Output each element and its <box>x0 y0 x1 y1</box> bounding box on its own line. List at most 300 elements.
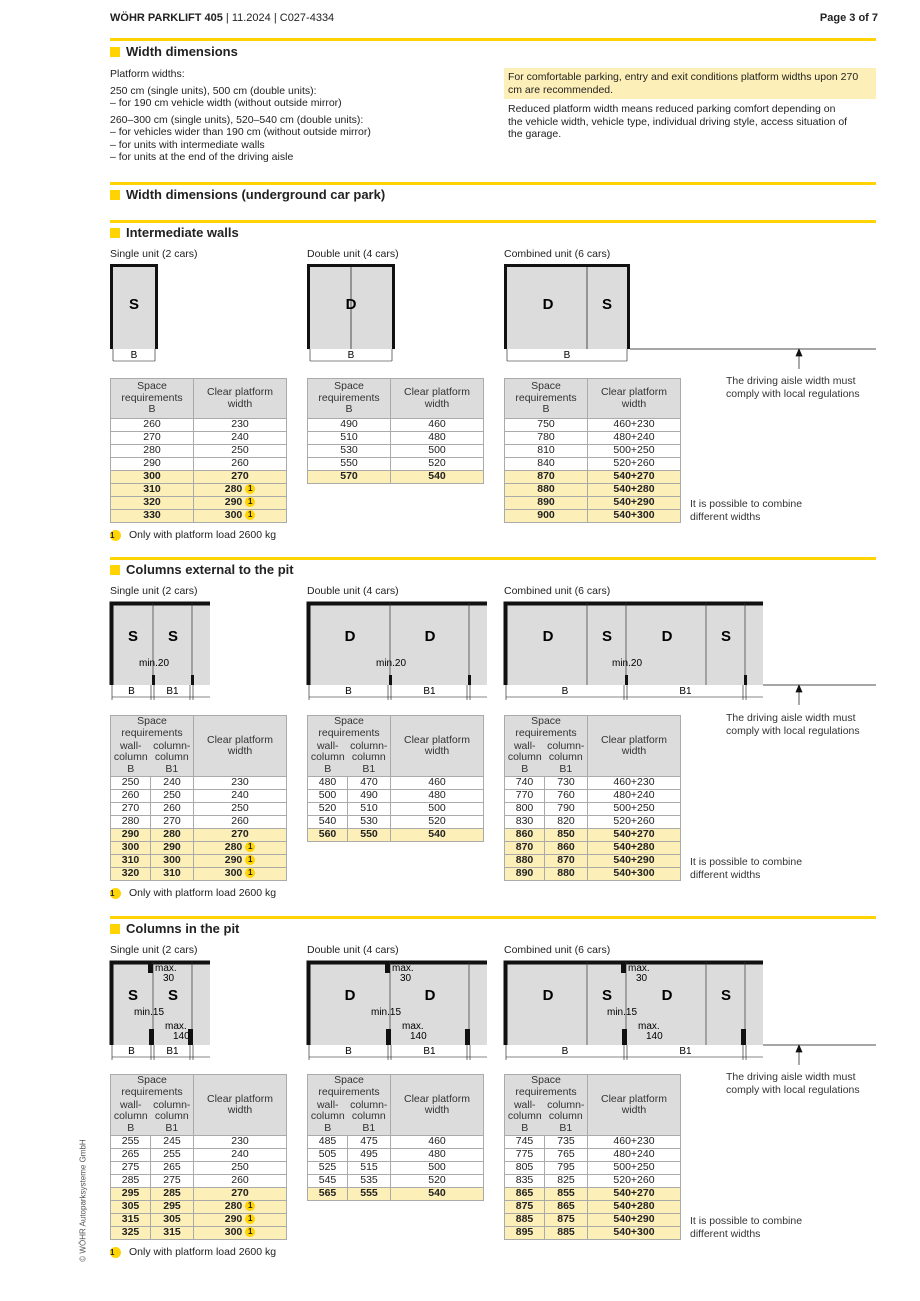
dimensions-table-combined <box>504 378 681 523</box>
table-cell: 290 <box>151 842 194 855</box>
combine-note: It is possible to combine different widths <box>690 1215 803 1240</box>
platform-area <box>110 962 210 1045</box>
dimensions-table-double <box>307 378 484 484</box>
unit-letter: D <box>542 987 554 1004</box>
table-cell: 500+250 <box>588 445 681 458</box>
col-header-clear: Clear platform width <box>194 379 287 419</box>
dim-label-max140: max. 140 <box>165 1021 190 1042</box>
table-row <box>308 803 484 816</box>
table-cell: 240 <box>194 1149 287 1162</box>
table-cell: 245 <box>151 1136 194 1149</box>
table-cell: 270 <box>111 803 151 816</box>
dim-label-max30: max. 30 <box>628 963 650 984</box>
combined-unit-diagram <box>504 601 884 703</box>
table-cell: 320 <box>111 497 194 510</box>
dim-label-b: B <box>345 1046 352 1057</box>
text-line: – for units at the end of the driving aisle <box>110 151 294 163</box>
dim-label-b1: B1 <box>423 1046 436 1057</box>
dimensions-table-double <box>307 1074 484 1201</box>
col-header-column-column: column-column B1 <box>151 740 194 777</box>
table-cell: 520+260 <box>588 816 681 829</box>
footnote-badge-icon: 1 <box>245 1201 255 1211</box>
table-cell: 865 <box>545 1201 588 1214</box>
table-cell: 820 <box>545 816 588 829</box>
doc-meta: | 11.2024 | C027-4334 <box>222 12 335 24</box>
table-cell: 520 <box>308 803 348 816</box>
unit-letter: D <box>542 296 554 313</box>
page-number: Page 3 of 7 <box>819 12 878 24</box>
table-row <box>111 816 287 829</box>
heading-text: Width dimensions (underground car park) <box>126 187 386 202</box>
table-cell: 475 <box>348 1136 391 1149</box>
table-cell: 290 <box>111 829 151 842</box>
table-cell: 900 <box>505 510 588 523</box>
table-cell: 250 <box>194 1162 287 1175</box>
table-cell: 735 <box>545 1136 588 1149</box>
unit-letter: S <box>601 296 613 313</box>
col-header-space: Space requirements <box>111 1075 194 1099</box>
dim-label-b1: B1 <box>679 686 692 697</box>
double-unit-diagram <box>307 264 399 367</box>
table-row <box>308 829 484 842</box>
table-row <box>111 419 287 432</box>
dim-label-b: B <box>347 350 355 361</box>
column <box>744 675 747 685</box>
combined-unit-diagram <box>504 264 884 367</box>
table-cell: 265 <box>111 1149 151 1162</box>
bullet-square-icon <box>110 190 120 200</box>
unit-letter: D <box>344 628 356 645</box>
unit-letter: S <box>167 987 179 1004</box>
table-row <box>505 432 681 445</box>
table-cell: 880 <box>505 484 588 497</box>
table-cell: 505 <box>308 1149 348 1162</box>
table-cell: 790 <box>545 803 588 816</box>
table-cell: 280 <box>111 445 194 458</box>
table-row <box>308 790 484 803</box>
combine-note: It is possible to combine different widths <box>690 856 803 881</box>
table-cell: 260 <box>151 803 194 816</box>
table-cell: 470 <box>348 777 391 790</box>
col-header-column-column: column-column B1 <box>348 1099 391 1136</box>
dim-label-min: min.20 <box>138 658 170 669</box>
table-cell: 500 <box>391 803 484 816</box>
unit-letter: D <box>345 296 357 313</box>
table-cell: 825 <box>545 1175 588 1188</box>
unit-caption: Double unit (4 cars) <box>307 944 399 956</box>
table-row <box>308 1149 484 1162</box>
table-row <box>111 484 287 497</box>
table-cell: 515 <box>348 1162 391 1175</box>
table-row <box>308 777 484 790</box>
unit-letter: S <box>127 628 139 645</box>
column <box>621 964 626 973</box>
table-cell: 485 <box>308 1136 348 1149</box>
table-row <box>505 1136 681 1149</box>
table-cell: 890 <box>505 497 588 510</box>
col-header-space: Space requirements <box>308 716 391 740</box>
table-cell: 240 <box>194 432 287 445</box>
table-cell: 305 <box>111 1201 151 1214</box>
table-cell: 500 <box>308 790 348 803</box>
table-cell: 520 <box>391 458 484 471</box>
table-cell: 480 <box>391 1149 484 1162</box>
table-cell: 570 <box>308 471 391 484</box>
table-cell: 460 <box>391 1136 484 1149</box>
table-cell: 265 <box>151 1162 194 1175</box>
table-cell: 875 <box>505 1201 545 1214</box>
bullet-square-icon <box>110 47 120 57</box>
dim-label-max140: max. 140 <box>638 1021 663 1042</box>
table-row <box>111 1175 287 1188</box>
col-header-column-column: column-column B1 <box>545 740 588 777</box>
table-cell: 530 <box>308 445 391 458</box>
footnote-badge-icon: 1 <box>245 868 255 878</box>
table-row <box>505 803 681 816</box>
col-header-space: Space requirements <box>111 716 194 740</box>
table-row <box>505 816 681 829</box>
text-block <box>110 85 490 110</box>
table-row <box>111 1136 287 1149</box>
table-cell: 300 1 <box>194 1227 287 1240</box>
unit-letter: S <box>128 296 140 313</box>
table-cell: 540+300 <box>588 1227 681 1240</box>
col-header-column-column: column-column B1 <box>151 1099 194 1136</box>
table-cell: 750 <box>505 419 588 432</box>
table-row <box>505 1214 681 1227</box>
table-row <box>505 1227 681 1240</box>
dim-label-b: B <box>345 686 352 697</box>
dim-label-b: B <box>128 686 135 697</box>
platform-area <box>110 603 210 685</box>
dimensions-table-double <box>307 715 484 842</box>
table-row <box>505 777 681 790</box>
table-cell: 835 <box>505 1175 545 1188</box>
footnote <box>110 887 276 899</box>
dim-label-b: B <box>130 350 138 361</box>
footnote-text: Only with platform load 2600 kg <box>129 529 277 541</box>
footnote <box>110 529 276 541</box>
table-cell: 535 <box>348 1175 391 1188</box>
column <box>191 675 194 685</box>
table-row <box>505 419 681 432</box>
text-line: Platform widths: <box>110 68 185 80</box>
text-line: – for units with intermediate walls <box>110 138 265 151</box>
table-row <box>111 868 287 881</box>
unit-letter: D <box>424 628 436 645</box>
table-cell: 860 <box>545 842 588 855</box>
table-cell: 460 <box>391 777 484 790</box>
table-cell: 510 <box>308 432 391 445</box>
col-header-space: Space requirements B <box>308 379 391 419</box>
table-row <box>111 1188 287 1201</box>
table-cell: 460+230 <box>588 419 681 432</box>
table-cell: 310 <box>151 868 194 881</box>
table-cell: 270 <box>194 829 287 842</box>
table-cell: 540+280 <box>588 484 681 497</box>
col-header-wall-column: wall-column B <box>505 1099 545 1136</box>
table-cell: 295 <box>111 1188 151 1201</box>
table-row <box>308 445 484 458</box>
unit-letter: S <box>720 987 732 1004</box>
dim-label-b1: B1 <box>423 686 436 697</box>
column <box>386 1029 391 1045</box>
col-header-wall-column: wall-column B <box>505 740 545 777</box>
footnote-text: Only with platform load 2600 kg <box>129 887 277 899</box>
table-cell: 500 <box>391 1162 484 1175</box>
table-row <box>111 803 287 816</box>
table-cell: 540+280 <box>588 1201 681 1214</box>
table-cell: 740 <box>505 777 545 790</box>
table-row <box>111 829 287 842</box>
unit-letter: S <box>720 628 732 645</box>
aisle-note: The driving aisle width must comply with local regulations <box>726 712 860 737</box>
dim-label-min15: min.15 <box>133 1007 165 1018</box>
unit-letter: D <box>661 987 673 1004</box>
table-row <box>308 458 484 471</box>
table-cell: 540+270 <box>588 1188 681 1201</box>
unit-letter: S <box>167 628 179 645</box>
table-row <box>111 497 287 510</box>
section-heading <box>110 921 239 936</box>
column <box>625 675 628 685</box>
table-cell: 540 <box>391 829 484 842</box>
table-cell: 860 <box>505 829 545 842</box>
table-cell: 280 <box>151 829 194 842</box>
divider <box>110 38 876 41</box>
table-row <box>111 842 287 855</box>
unit-caption: Double unit (4 cars) <box>307 585 399 597</box>
column <box>152 675 155 685</box>
table-cell: 745 <box>505 1136 545 1149</box>
table-cell: 850 <box>545 829 588 842</box>
bullet-square-icon <box>110 565 120 575</box>
table-cell: 795 <box>545 1162 588 1175</box>
table-row <box>308 1136 484 1149</box>
dim-label-b: B <box>561 1046 569 1057</box>
table-cell: 480 <box>391 432 484 445</box>
arrow-up-icon <box>796 685 802 705</box>
table-cell: 300 1 <box>194 868 287 881</box>
unit-letter: D <box>661 628 673 645</box>
table-cell: 730 <box>545 777 588 790</box>
col-header-wall-column: wall-column B <box>111 740 151 777</box>
table-row <box>111 1214 287 1227</box>
table-cell: 550 <box>308 458 391 471</box>
table-cell: 775 <box>505 1149 545 1162</box>
table-cell: 560 <box>308 829 348 842</box>
table-cell: 810 <box>505 445 588 458</box>
table-cell: 230 <box>194 777 287 790</box>
table-row <box>308 419 484 432</box>
dim-label-b: B <box>563 350 571 361</box>
column <box>149 1029 154 1045</box>
table-row <box>505 842 681 855</box>
table-cell: 250 <box>194 445 287 458</box>
col-header-clear: Clear platform width <box>391 379 484 419</box>
unit-caption: Single unit (2 cars) <box>110 585 198 597</box>
footnote <box>110 1246 276 1258</box>
table-row <box>308 1188 484 1201</box>
column <box>148 964 153 973</box>
table-cell: 540+270 <box>588 829 681 842</box>
table-row <box>505 1149 681 1162</box>
table-row <box>505 1175 681 1188</box>
dim-label-b1: B1 <box>166 1046 179 1057</box>
col-header-column-column: column-column B1 <box>545 1099 588 1136</box>
text-line: 250 cm (single units), 500 cm (double units): <box>110 84 317 97</box>
table-row <box>505 484 681 497</box>
table-cell: 255 <box>151 1149 194 1162</box>
combine-note: It is possible to combine different widths <box>690 498 803 523</box>
table-cell: 565 <box>308 1188 348 1201</box>
text-line: – for 190 cm vehicle width (without outside mirror) <box>110 97 342 109</box>
table-cell: 495 <box>348 1149 391 1162</box>
double-unit-diagram <box>307 601 491 703</box>
table-row <box>308 432 484 445</box>
dimensions-table-combined <box>504 715 681 881</box>
dim-label-min: min.20 <box>611 658 643 669</box>
table-cell: 545 <box>308 1175 348 1188</box>
table-cell: 240 <box>151 777 194 790</box>
section-heading <box>110 187 385 202</box>
table-cell: 300 <box>111 471 194 484</box>
table-row <box>505 829 681 842</box>
table-cell: 540+300 <box>588 510 681 523</box>
table-cell: 280 <box>111 816 151 829</box>
table-row <box>505 458 681 471</box>
table-cell: 540+290 <box>588 855 681 868</box>
col-header-space: Space requirements B <box>111 379 194 419</box>
table-row <box>505 445 681 458</box>
heading-text: Intermediate walls <box>126 225 239 240</box>
table-cell: 800 <box>505 803 545 816</box>
table-cell: 880 <box>545 868 588 881</box>
column <box>385 964 390 973</box>
table-cell: 460+230 <box>588 777 681 790</box>
col-header-clear: Clear platform width <box>391 716 484 777</box>
col-header-column-column: column-column B1 <box>348 740 391 777</box>
heading-text: Columns external to the pit <box>126 562 294 577</box>
table-cell: 540 <box>308 816 348 829</box>
table-cell: 295 <box>151 1201 194 1214</box>
arrow-up-icon <box>796 349 802 369</box>
table-cell: 770 <box>505 790 545 803</box>
product-name: WÖHR PARKLIFT 405 <box>110 12 223 24</box>
col-header-wall-column: wall-column B <box>308 740 348 777</box>
reduced-width-note: Reduced platform width means reduced parking comfort depending on the vehicle width, vehicle type, individual driving style, access situation of the garage. <box>508 103 848 140</box>
dim-label-min: min.20 <box>375 658 407 669</box>
footnote-badge-icon: 1 <box>110 1247 121 1258</box>
table-cell: 520+260 <box>588 458 681 471</box>
table-cell: 280 1 <box>194 1201 287 1214</box>
table-cell: 300 1 <box>194 510 287 523</box>
table-cell: 305 <box>151 1214 194 1227</box>
heading-text: Width dimensions <box>126 44 238 59</box>
table-cell: 540+300 <box>588 868 681 881</box>
bullet-square-icon <box>110 924 120 934</box>
dim-label-max140: max. 140 <box>402 1021 427 1042</box>
table-row <box>505 471 681 484</box>
table-cell: 300 <box>151 855 194 868</box>
table-cell: 780 <box>505 432 588 445</box>
col-header-space: Space requirements <box>505 1075 588 1099</box>
col-header-clear: Clear platform width <box>391 1075 484 1136</box>
table-cell: 330 <box>111 510 194 523</box>
table-cell: 875 <box>545 1214 588 1227</box>
footnote-badge-icon: 1 <box>245 855 255 865</box>
table-cell: 480+240 <box>588 790 681 803</box>
footnote-badge-icon: 1 <box>245 484 255 494</box>
table-cell: 500 <box>391 445 484 458</box>
table-cell: 290 1 <box>194 1214 287 1227</box>
table-row <box>111 432 287 445</box>
table-cell: 270 <box>151 816 194 829</box>
column <box>468 675 471 685</box>
page-header <box>110 12 878 24</box>
table-row <box>111 1162 287 1175</box>
table-cell: 280 1 <box>194 484 287 497</box>
dim-label-max30: max. 30 <box>392 963 414 984</box>
table-row <box>111 855 287 868</box>
table-cell: 525 <box>308 1162 348 1175</box>
col-header-clear: Clear platform width <box>588 716 681 777</box>
table-row <box>111 1201 287 1214</box>
platform-area <box>307 962 487 1045</box>
table-row <box>111 445 287 458</box>
table-cell: 540+270 <box>588 471 681 484</box>
column <box>622 1029 627 1045</box>
table-cell: 320 <box>111 868 151 881</box>
col-header-space: Space requirements <box>308 1075 391 1099</box>
footnote-badge-icon: 1 <box>245 1227 255 1237</box>
table-cell: 260 <box>194 1175 287 1188</box>
table-row <box>308 471 484 484</box>
table-cell: 480+240 <box>588 1149 681 1162</box>
table-row <box>505 1162 681 1175</box>
unit-letter: S <box>127 987 139 1004</box>
copyright: © WÖHR Autoparksysteme GmbH <box>78 1139 88 1262</box>
table-cell: 230 <box>194 419 287 432</box>
table-cell: 805 <box>505 1162 545 1175</box>
table-cell: 490 <box>348 790 391 803</box>
dimensions-table-combined <box>504 1074 681 1240</box>
dim-label-b1: B1 <box>166 686 179 697</box>
footnote-badge-icon: 1 <box>110 530 121 541</box>
table-row <box>111 471 287 484</box>
divider <box>110 220 876 223</box>
table-cell: 760 <box>545 790 588 803</box>
table-cell: 870 <box>505 471 588 484</box>
table-cell: 520 <box>391 1175 484 1188</box>
table-row <box>505 510 681 523</box>
col-header-clear: Clear platform width <box>194 1075 287 1136</box>
unit-caption: Double unit (4 cars) <box>307 248 399 260</box>
section-heading <box>110 562 294 577</box>
table-row <box>308 1162 484 1175</box>
table-cell: 480+240 <box>588 432 681 445</box>
arrow-up-icon <box>796 1045 802 1065</box>
recommendation-block <box>504 68 876 145</box>
table-cell: 255 <box>111 1136 151 1149</box>
unit-caption: Single unit (2 cars) <box>110 248 198 260</box>
unit-letter: S <box>601 628 613 645</box>
table-cell: 325 <box>111 1227 151 1240</box>
table-cell: 870 <box>505 842 545 855</box>
col-header-clear: Clear platform width <box>588 379 681 419</box>
footnote-badge-icon: 1 <box>245 497 255 507</box>
table-cell: 540+280 <box>588 842 681 855</box>
